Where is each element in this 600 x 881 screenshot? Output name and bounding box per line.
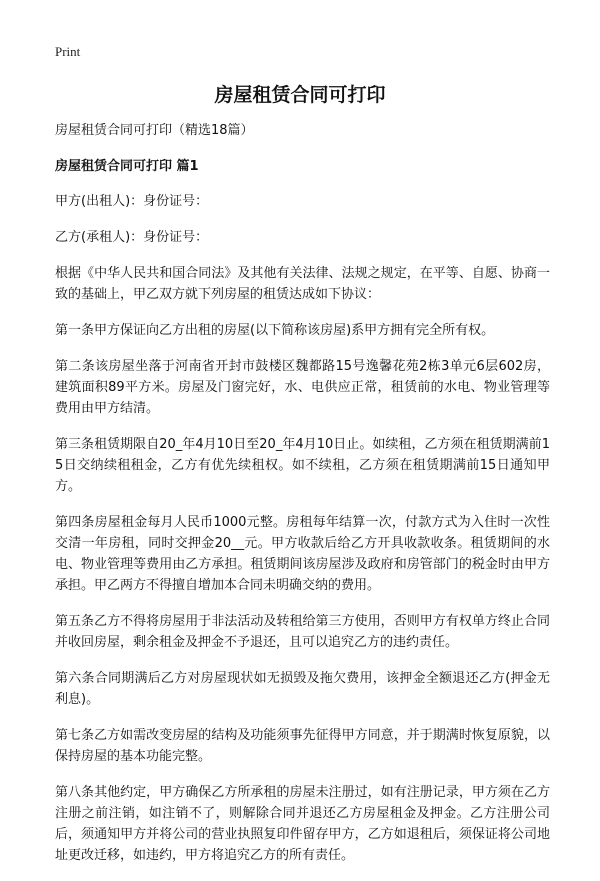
document-subtitle: 房屋租赁合同可打印（精选18篇） [55, 123, 254, 138]
section-heading: 房屋租赁合同可打印 篇1 [55, 159, 199, 174]
print-label: Print [55, 44, 81, 59]
clause-7-paragraph: 第七条乙方如需改变房屋的结构及功能须事先征得甲方同意，并于期满时恢复原貌，以保持房屋的基本功能完整。 [55, 728, 550, 764]
clause-4-paragraph: 第四条房屋租金每月人民币1000元整。房租每年结算一次，付款方式为入住时一次性交清一年房租，同时交押金20__元。甲方收款后给乙方开具收款收条。租赁期间的水电、物业管理等费用由乙方承担。租赁期间该房屋涉及政府和房管部门的税金时由甲方承担。甲乙两方不得擅自增加本合同未明确交纳的费用。 [55, 515, 550, 593]
clause-5-paragraph: 第五条乙方不得将房屋用于非法活动及转租给第三方使用，否则甲方有权单方终止合同并收回房屋，剩余租金及押金不予退还，且可以追究乙方的违约责任。 [55, 614, 550, 650]
clause-2-paragraph: 第二条该房屋坐落于河南省开封市鼓楼区魏都路15号逸馨花苑2栋3单元6层602房，建筑面积89平方米。房屋及门窗完好，水、电供应正常，租赁前的水电、物业管理等费用由甲方结清。 [55, 359, 550, 416]
clause-6-paragraph: 第六条合同期满后乙方对房屋现状如无损毁及拖欠费用，该押金全额退还乙方(押金无利息)。 [55, 671, 550, 707]
party-a-line: 甲方(出租人)：身份证号： [55, 194, 209, 209]
clause-3-paragraph: 第三条租赁期限自20_年4月10日至20_年4月10日止。如续租，乙方须在租赁期满前15日交纳续租租金，乙方有优先续租权。如不续租，乙方须在租赁期满前15日通知甲方。 [55, 437, 550, 494]
clause-1-paragraph: 第一条甲方保证向乙方出租的房屋(以下简称该房屋)系甲方拥有完全所有权。 [55, 323, 495, 338]
preamble-paragraph: 根据《中华人民共和国合同法》及其他有关法律、法规之规定，在平等、自愿、协商一致的基础上，甲乙双方就下列房屋的租赁达成如下协议： [55, 266, 550, 302]
document-body [55, 120, 550, 881]
document-title: 房屋租赁合同可打印 [214, 84, 386, 106]
clause-8-paragraph: 第八条其他约定，甲方确保乙方所承租的房屋未注册过，如有注册记录，甲方须在乙方注册之前注销，如注销不了，则解除合同并退还乙方房屋租金及押金。乙方注册公司后，须通知甲方并将公司的营业执照复印件留存甲方，乙方如退租后，须保证将公司地址更改迁移，如违约，甲方将追究乙方的所有责任。 [55, 785, 550, 863]
party-b-line: 乙方(承租人)：身份证号： [55, 230, 209, 245]
